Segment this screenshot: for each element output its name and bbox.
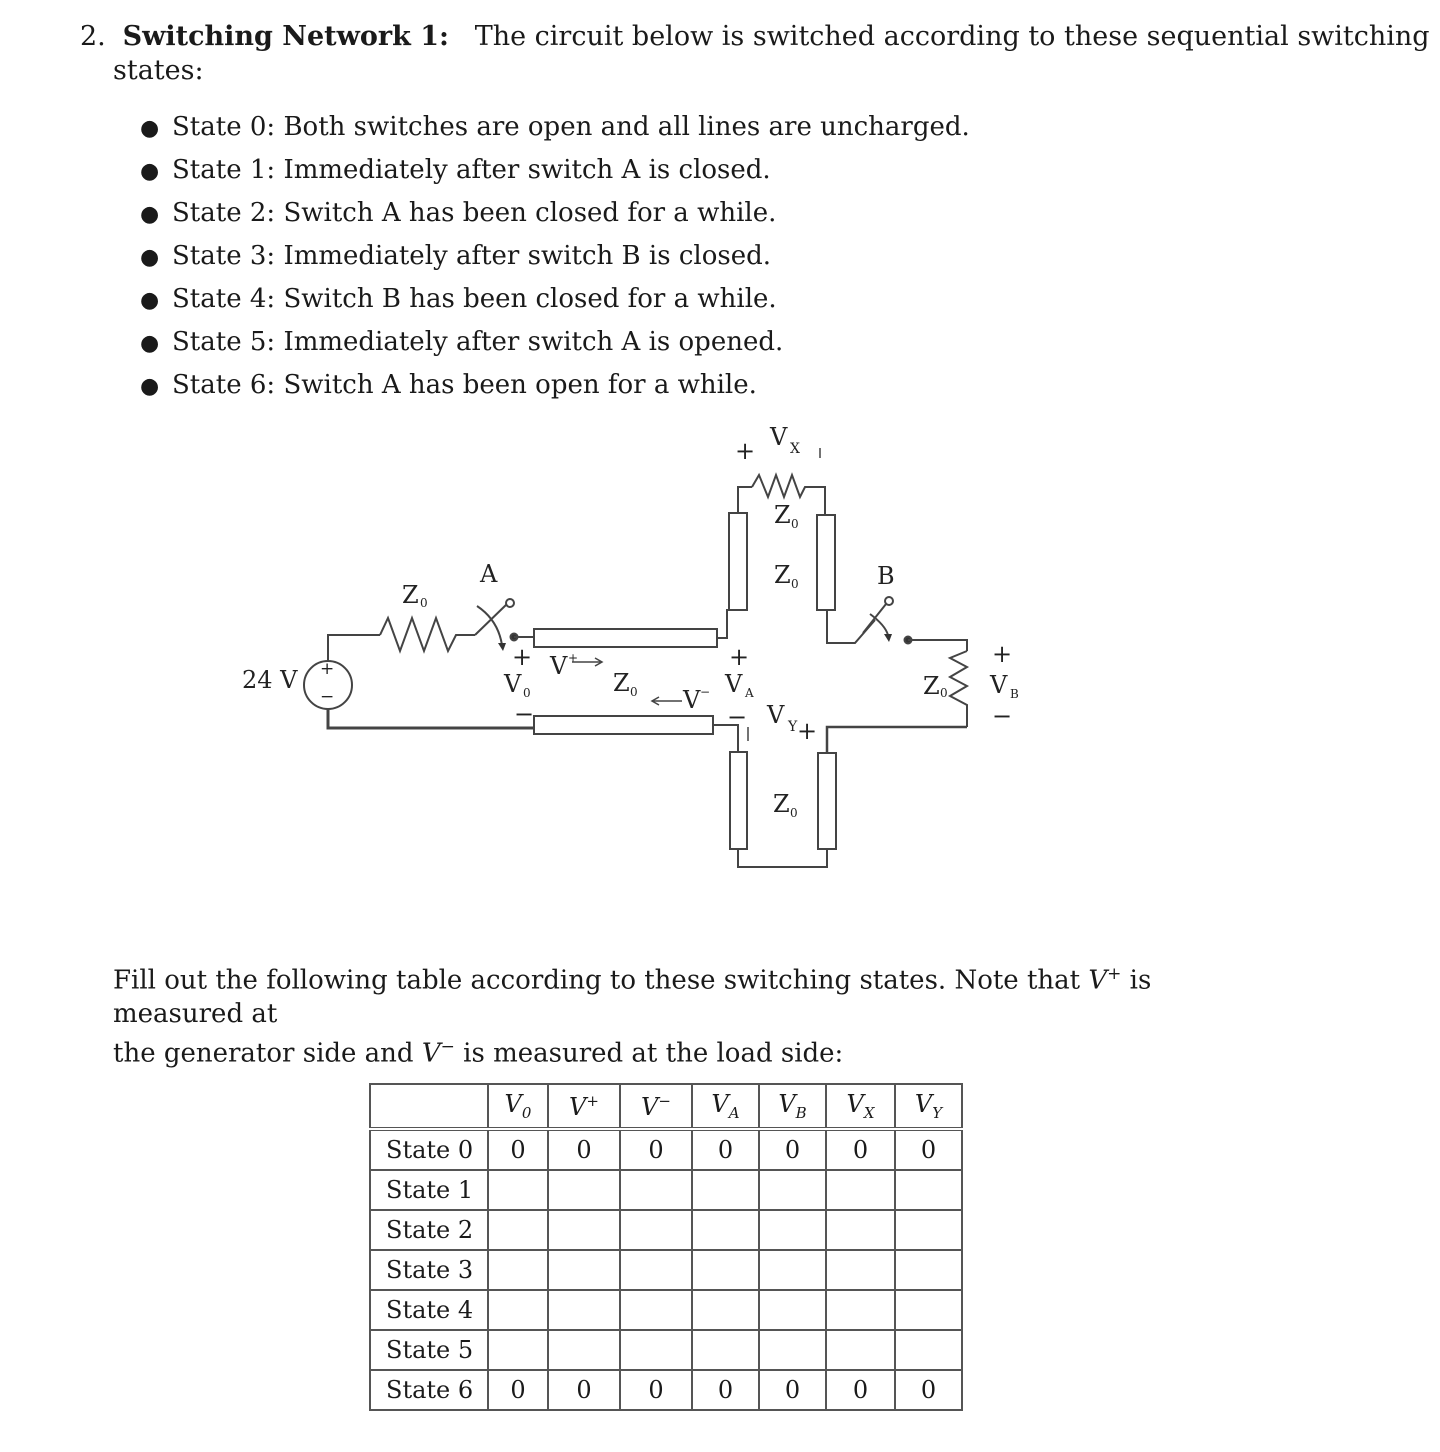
tline-vertical-upper-right [817, 515, 835, 610]
state-text: Immediately after switch A is opened. [283, 327, 784, 357]
table-header-row [370, 1084, 962, 1129]
svg-text:Z: Z [773, 790, 790, 818]
circuit-diagram [230, 415, 1050, 885]
state-item [140, 321, 970, 364]
svg-text:−: − [320, 687, 335, 707]
problem-heading [80, 20, 1430, 54]
svg-text:+: + [729, 643, 750, 671]
state-item [140, 149, 970, 192]
problem-intro-continued: states: [113, 55, 204, 86]
table-cell[interactable] [759, 1250, 826, 1290]
state-label: State 6: [172, 370, 276, 400]
table-cell[interactable] [759, 1290, 826, 1330]
bullet-icon: ● [140, 159, 160, 184]
svg-text:−: − [514, 700, 535, 728]
svg-text:A: A [480, 560, 498, 588]
table-corner [370, 1084, 488, 1129]
state-item [140, 106, 970, 149]
row-label: State 3 [370, 1250, 488, 1290]
table-cell[interactable]: 0 [548, 1129, 620, 1170]
state-item [140, 278, 970, 321]
row-label: State 2 [370, 1210, 488, 1250]
table-cell[interactable] [826, 1210, 895, 1250]
tline-vertical-lower-right [818, 753, 836, 849]
svg-text:Z: Z [402, 581, 419, 609]
svg-text:0: 0 [420, 596, 428, 610]
table-cell[interactable] [826, 1170, 895, 1210]
svg-text:0: 0 [791, 517, 799, 531]
source-label: 24 V [242, 666, 298, 694]
svg-text:Y: Y [788, 719, 798, 735]
state-label: State 3: [172, 241, 276, 271]
svg-text:+: + [735, 437, 756, 465]
table-cell[interactable] [826, 1330, 895, 1370]
tline-horizontal-bottom [534, 716, 713, 734]
table-cell[interactable] [759, 1170, 826, 1210]
state-text: Immediately after switch A is closed. [283, 155, 771, 185]
table-row [370, 1210, 962, 1250]
table-cell[interactable] [488, 1330, 548, 1370]
header-v0: $V_0$ [488, 1084, 548, 1129]
bullet-icon: ● [140, 116, 160, 141]
table-cell[interactable] [488, 1210, 548, 1250]
svg-text:+: + [797, 717, 818, 745]
table-cell[interactable]: 0 [692, 1370, 759, 1410]
instructions: Fill out the following table according to these switching states. Note that V+ is measured at the generator side and V− is measured at the load side: [113, 964, 1152, 1069]
state-item [140, 364, 970, 407]
table-cell[interactable] [826, 1250, 895, 1290]
table-row [370, 1170, 962, 1210]
row-label: State 4 [370, 1290, 488, 1330]
table-cell[interactable] [548, 1210, 620, 1250]
table-cell[interactable]: 0 [488, 1129, 548, 1170]
bullet-icon: ● [140, 202, 160, 227]
svg-text:B: B [877, 562, 895, 590]
table-cell[interactable] [759, 1330, 826, 1370]
state-text: Immediately after switch B is closed. [283, 241, 772, 271]
state-list [140, 106, 970, 407]
table-cell[interactable] [620, 1210, 692, 1250]
state-label: State 0: [172, 112, 276, 142]
table-cell[interactable] [826, 1290, 895, 1330]
tline-vertical-lower-left [730, 752, 747, 849]
problem-title: Switching Network 1: [122, 21, 449, 52]
problem-number: 2. [80, 21, 106, 52]
table-cell[interactable]: 0 [488, 1370, 548, 1410]
table-cell[interactable] [895, 1290, 962, 1330]
svg-text:Z: Z [613, 669, 630, 697]
row-label: State 5 [370, 1330, 488, 1370]
svg-text:0: 0 [791, 577, 799, 591]
state-label: State 2: [172, 198, 276, 228]
svg-text:0: 0 [940, 686, 948, 700]
svg-text:V: V [770, 423, 788, 451]
answer-table [369, 1083, 963, 1411]
state-text: Switch A has been closed for a while. [283, 198, 777, 228]
table-cell[interactable] [620, 1330, 692, 1370]
svg-text:0: 0 [790, 806, 798, 820]
bullet-icon: ● [140, 245, 160, 270]
table-cell[interactable] [692, 1170, 759, 1210]
table-cell[interactable] [692, 1250, 759, 1290]
table-cell[interactable]: 0 [895, 1370, 962, 1410]
table-cell[interactable]: 0 [620, 1370, 692, 1410]
bullet-icon: ● [140, 288, 160, 313]
svg-text:X: X [790, 441, 800, 457]
table-cell[interactable] [620, 1250, 692, 1290]
state-label: State 4: [172, 284, 276, 314]
problem-intro: The circuit below is switched according to these sequential switching [474, 21, 1430, 52]
table-cell[interactable] [488, 1290, 548, 1330]
table-cell[interactable] [895, 1250, 962, 1290]
tline-vertical-upper-left [729, 513, 747, 610]
state-label: State 5: [172, 327, 276, 357]
table-cell[interactable] [895, 1210, 962, 1250]
table-cell[interactable] [548, 1330, 620, 1370]
state-label: State 1: [172, 155, 276, 185]
svg-text:V: V [725, 670, 743, 698]
svg-text:V: V [683, 686, 701, 714]
table-cell[interactable] [692, 1210, 759, 1250]
table-cell[interactable]: 0 [620, 1129, 692, 1170]
state-item [140, 235, 970, 278]
svg-text:V: V [550, 652, 568, 680]
table-cell[interactable]: 0 [548, 1370, 620, 1410]
table-cell[interactable] [620, 1170, 692, 1210]
svg-text:Z: Z [923, 672, 940, 700]
svg-text:Z: Z [774, 561, 791, 589]
row-label: State 0 [370, 1129, 488, 1170]
table-cell[interactable] [895, 1330, 962, 1370]
svg-text:0: 0 [630, 685, 638, 699]
table-cell[interactable] [488, 1170, 548, 1210]
state-item [140, 192, 970, 235]
svg-text:−: − [700, 685, 711, 699]
table-cell[interactable] [692, 1290, 759, 1330]
table-row [370, 1290, 962, 1330]
header-vy: $V_Y$ [895, 1084, 962, 1129]
table-cell[interactable] [488, 1250, 548, 1290]
svg-text:−: − [727, 703, 748, 731]
svg-text:−: − [992, 702, 1013, 730]
table-row [370, 1250, 962, 1290]
svg-text:+: + [320, 659, 335, 679]
table-cell[interactable]: 0 [826, 1370, 895, 1410]
svg-text:0: 0 [523, 686, 531, 700]
table-cell[interactable] [692, 1330, 759, 1370]
table-cell[interactable]: 0 [759, 1370, 826, 1410]
header-vminus: V− [620, 1084, 692, 1129]
svg-text:V: V [504, 670, 522, 698]
state-text: Switch B has been closed for a while. [283, 284, 777, 314]
svg-text:+: + [992, 640, 1013, 668]
table-cell[interactable] [620, 1290, 692, 1330]
state-text: Both switches are open and all lines are uncharged. [283, 112, 970, 142]
table-cell[interactable]: 0 [826, 1129, 895, 1170]
svg-text:A: A [745, 686, 754, 700]
header-vplus: V+ [548, 1084, 620, 1129]
svg-text:V: V [990, 671, 1008, 699]
table-cell[interactable]: 0 [759, 1129, 826, 1170]
svg-text:Z: Z [774, 501, 791, 529]
header-va: $V_A$ [692, 1084, 759, 1129]
table-row [370, 1330, 962, 1370]
state-text: Switch A has been open for a while. [283, 370, 757, 400]
table-cell[interactable] [548, 1170, 620, 1210]
table-cell[interactable] [548, 1290, 620, 1330]
table-cell[interactable] [548, 1250, 620, 1290]
series-resistor-icon [380, 618, 475, 651]
bullet-icon: ● [140, 374, 160, 399]
table-cell[interactable]: 0 [895, 1129, 962, 1170]
header-vx: $V_X$ [826, 1084, 895, 1129]
tline-horizontal-top [534, 629, 717, 647]
row-label: State 1 [370, 1170, 488, 1210]
table-row [370, 1370, 962, 1410]
svg-text:+: + [568, 651, 579, 665]
table-cell[interactable] [759, 1210, 826, 1250]
header-vb: $V_B$ [759, 1084, 826, 1129]
svg-text:B: B [1010, 687, 1019, 701]
table-cell[interactable] [895, 1170, 962, 1210]
bullet-icon: ● [140, 331, 160, 356]
table-row [370, 1129, 962, 1170]
load-resistor-b-icon [950, 651, 967, 727]
table-cell[interactable]: 0 [692, 1129, 759, 1170]
row-label: State 6 [370, 1370, 488, 1410]
svg-text:V: V [767, 701, 785, 729]
svg-text:+: + [512, 643, 533, 671]
